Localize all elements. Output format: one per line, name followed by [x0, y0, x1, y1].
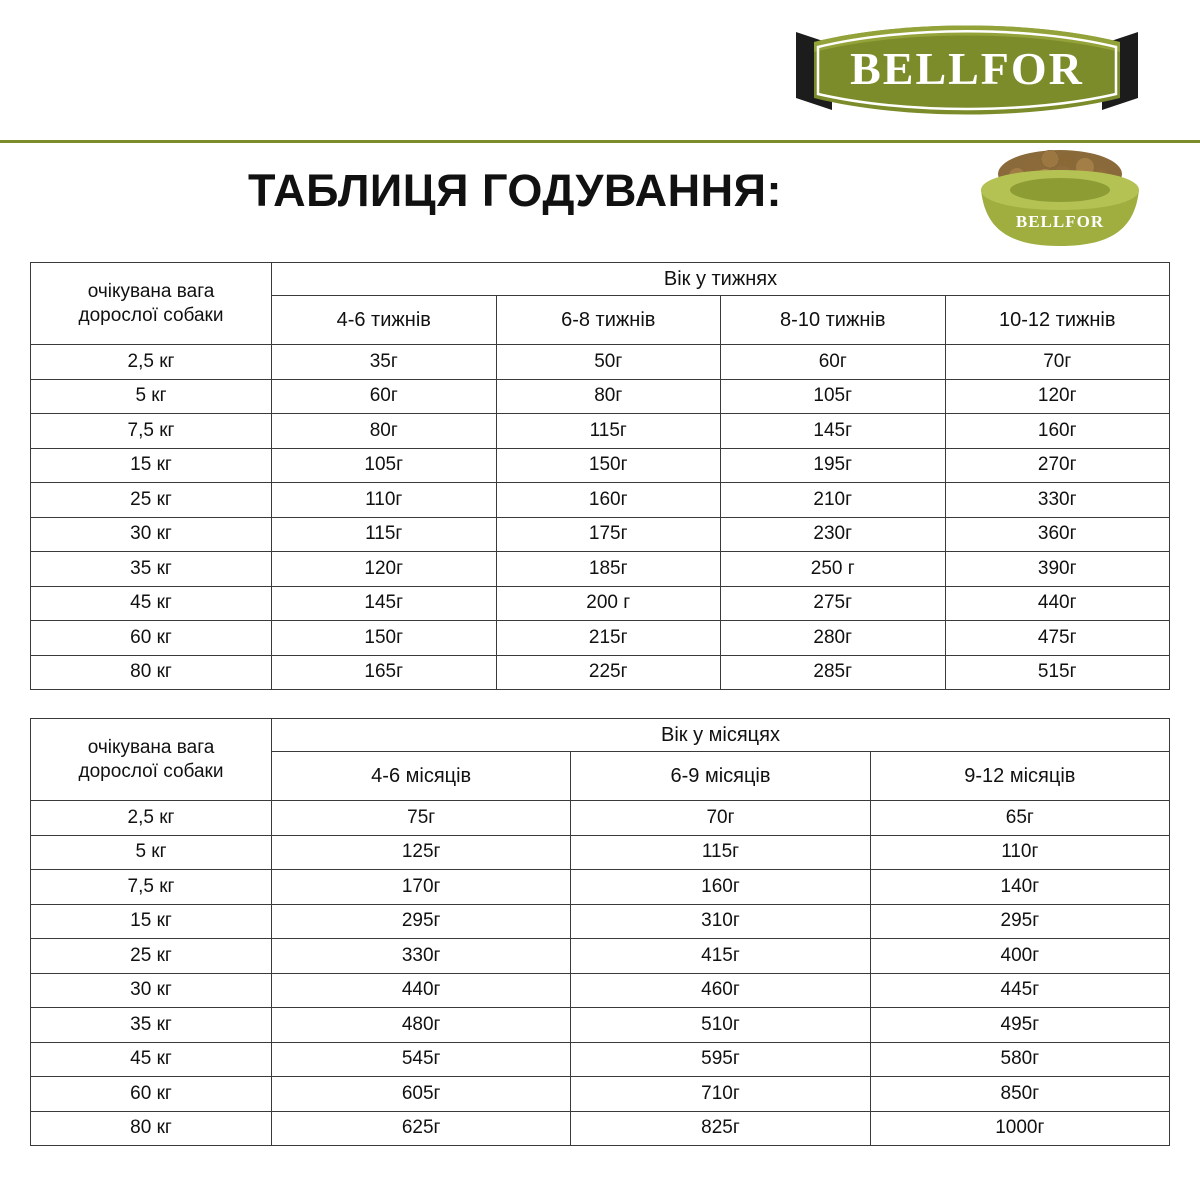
table-row	[31, 973, 1170, 1008]
table-row	[31, 483, 1170, 518]
weight-cell: 5 кг	[31, 379, 272, 414]
amount-cell: 115г	[571, 835, 870, 870]
amount-cell: 295г	[870, 904, 1169, 939]
amount-cell: 115г	[496, 414, 721, 449]
age-group-header-months: Вік у місяцях	[272, 719, 1170, 752]
weight-cell: 60 кг	[31, 1077, 272, 1112]
amount-cell: 80г	[272, 414, 497, 449]
amount-cell: 440г	[945, 586, 1170, 621]
weight-cell: 15 кг	[31, 448, 272, 483]
amount-cell: 215г	[496, 621, 721, 656]
amount-cell: 460г	[571, 973, 870, 1008]
amount-cell: 825г	[571, 1111, 870, 1146]
weight-cell: 25 кг	[31, 483, 272, 518]
table-weeks-head	[31, 263, 1170, 345]
amount-cell: 330г	[272, 939, 571, 974]
table-row	[31, 621, 1170, 656]
bellfor-logo	[792, 14, 1142, 126]
amount-cell: 150г	[496, 448, 721, 483]
table-row	[31, 1008, 1170, 1043]
amount-cell: 415г	[571, 939, 870, 974]
amount-cell: 545г	[272, 1042, 571, 1077]
table-months-group-row	[31, 719, 1170, 752]
amount-cell: 400г	[870, 939, 1169, 974]
amount-cell: 120г	[272, 552, 497, 587]
table-row	[31, 448, 1170, 483]
amount-cell: 115г	[272, 517, 497, 552]
weight-cell: 7,5 кг	[31, 870, 272, 905]
weight-header-line2: дорослої собаки	[78, 304, 224, 326]
amount-cell: 275г	[721, 586, 946, 621]
dog-bowl-illustration	[955, 128, 1165, 253]
amount-cell: 1000г	[870, 1111, 1169, 1146]
column-header-months-2: 9-12 місяців	[870, 752, 1169, 801]
weight-header-months-line2: дорослої собаки	[78, 760, 224, 782]
amount-cell: 440г	[272, 973, 571, 1008]
amount-cell: 145г	[721, 414, 946, 449]
weight-cell: 25 кг	[31, 939, 272, 974]
amount-cell: 35г	[272, 345, 497, 380]
amount-cell: 110г	[870, 835, 1169, 870]
logo-text: BELLFOR	[850, 43, 1084, 94]
table-row	[31, 870, 1170, 905]
amount-cell: 105г	[272, 448, 497, 483]
table-row	[31, 552, 1170, 587]
weight-cell: 2,5 кг	[31, 801, 272, 836]
amount-cell: 160г	[496, 483, 721, 518]
amount-cell: 225г	[496, 655, 721, 690]
amount-cell: 105г	[721, 379, 946, 414]
table-row	[31, 801, 1170, 836]
amount-cell: 75г	[272, 801, 571, 836]
amount-cell: 495г	[870, 1008, 1169, 1043]
amount-cell: 390г	[945, 552, 1170, 587]
weight-column-header-months	[31, 719, 272, 801]
amount-cell: 60г	[721, 345, 946, 380]
column-header-3: 10-12 тижнів	[945, 296, 1170, 345]
weight-cell: 60 кг	[31, 621, 272, 656]
weight-cell: 30 кг	[31, 517, 272, 552]
amount-cell: 70г	[945, 345, 1170, 380]
weight-cell: 5 кг	[31, 835, 272, 870]
page-title: ТАБЛИЦЯ ГОДУВАННЯ:	[247, 165, 782, 216]
amount-cell: 310г	[571, 904, 870, 939]
amount-cell: 210г	[721, 483, 946, 518]
weight-header-line1: очікувана вага	[87, 280, 215, 302]
amount-cell: 295г	[272, 904, 571, 939]
amount-cell: 605г	[272, 1077, 571, 1112]
table-row	[31, 1042, 1170, 1077]
table-row	[31, 939, 1170, 974]
amount-cell: 140г	[870, 870, 1169, 905]
weight-cell: 7,5 кг	[31, 414, 272, 449]
amount-cell: 185г	[496, 552, 721, 587]
table-weeks	[30, 262, 1170, 690]
column-header-0: 4-6 тижнів	[272, 296, 497, 345]
table-months	[30, 718, 1170, 1146]
column-header-1: 6-8 тижнів	[496, 296, 721, 345]
table-weeks-body	[31, 345, 1170, 690]
amount-cell: 175г	[496, 517, 721, 552]
weight-cell: 80 кг	[31, 1111, 272, 1146]
amount-cell: 110г	[272, 483, 497, 518]
header-band	[0, 0, 1200, 143]
table-row	[31, 379, 1170, 414]
amount-cell: 160г	[571, 870, 870, 905]
table-row	[31, 904, 1170, 939]
amount-cell: 250 г	[721, 552, 946, 587]
weight-header-months-line1: очікувана вага	[87, 736, 215, 758]
amount-cell: 230г	[721, 517, 946, 552]
amount-cell: 170г	[272, 870, 571, 905]
weight-cell: 80 кг	[31, 655, 272, 690]
amount-cell: 330г	[945, 483, 1170, 518]
amount-cell: 850г	[870, 1077, 1169, 1112]
amount-cell: 270г	[945, 448, 1170, 483]
amount-cell: 195г	[721, 448, 946, 483]
feeding-table-weeks	[30, 262, 1170, 690]
amount-cell: 125г	[272, 835, 571, 870]
amount-cell: 145г	[272, 586, 497, 621]
weight-cell: 30 кг	[31, 973, 272, 1008]
weight-column-header	[31, 263, 272, 345]
amount-cell: 80г	[496, 379, 721, 414]
amount-cell: 70г	[571, 801, 870, 836]
weight-cell: 2,5 кг	[31, 345, 272, 380]
amount-cell: 165г	[272, 655, 497, 690]
table-months-head	[31, 719, 1170, 801]
column-header-months-1: 6-9 місяців	[571, 752, 870, 801]
feeding-table-months	[30, 718, 1170, 1146]
table-row	[31, 1077, 1170, 1112]
weight-cell: 45 кг	[31, 586, 272, 621]
amount-cell: 480г	[272, 1008, 571, 1043]
table-months-body	[31, 801, 1170, 1146]
weight-cell: 15 кг	[31, 904, 272, 939]
weight-cell: 45 кг	[31, 1042, 272, 1077]
amount-cell: 445г	[870, 973, 1169, 1008]
amount-cell: 285г	[721, 655, 946, 690]
bowl-label: BELLFOR	[1015, 212, 1105, 231]
amount-cell: 595г	[571, 1042, 870, 1077]
table-row	[31, 1111, 1170, 1146]
age-group-header: Вік у тижнях	[272, 263, 1170, 296]
table-row	[31, 414, 1170, 449]
table-row	[31, 586, 1170, 621]
weight-cell: 35 кг	[31, 552, 272, 587]
amount-cell: 120г	[945, 379, 1170, 414]
amount-cell: 515г	[945, 655, 1170, 690]
amount-cell: 280г	[721, 621, 946, 656]
amount-cell: 50г	[496, 345, 721, 380]
amount-cell: 150г	[272, 621, 497, 656]
amount-cell: 60г	[272, 379, 497, 414]
table-row	[31, 517, 1170, 552]
amount-cell: 200 г	[496, 586, 721, 621]
amount-cell: 360г	[945, 517, 1170, 552]
amount-cell: 160г	[945, 414, 1170, 449]
table-row	[31, 345, 1170, 380]
column-header-months-0: 4-6 місяців	[272, 752, 571, 801]
table-row	[31, 835, 1170, 870]
weight-cell: 35 кг	[31, 1008, 272, 1043]
column-header-2: 8-10 тижнів	[721, 296, 946, 345]
amount-cell: 475г	[945, 621, 1170, 656]
table-weeks-group-row	[31, 263, 1170, 296]
amount-cell: 65г	[870, 801, 1169, 836]
table-row	[31, 655, 1170, 690]
amount-cell: 510г	[571, 1008, 870, 1043]
amount-cell: 580г	[870, 1042, 1169, 1077]
amount-cell: 710г	[571, 1077, 870, 1112]
amount-cell: 625г	[272, 1111, 571, 1146]
